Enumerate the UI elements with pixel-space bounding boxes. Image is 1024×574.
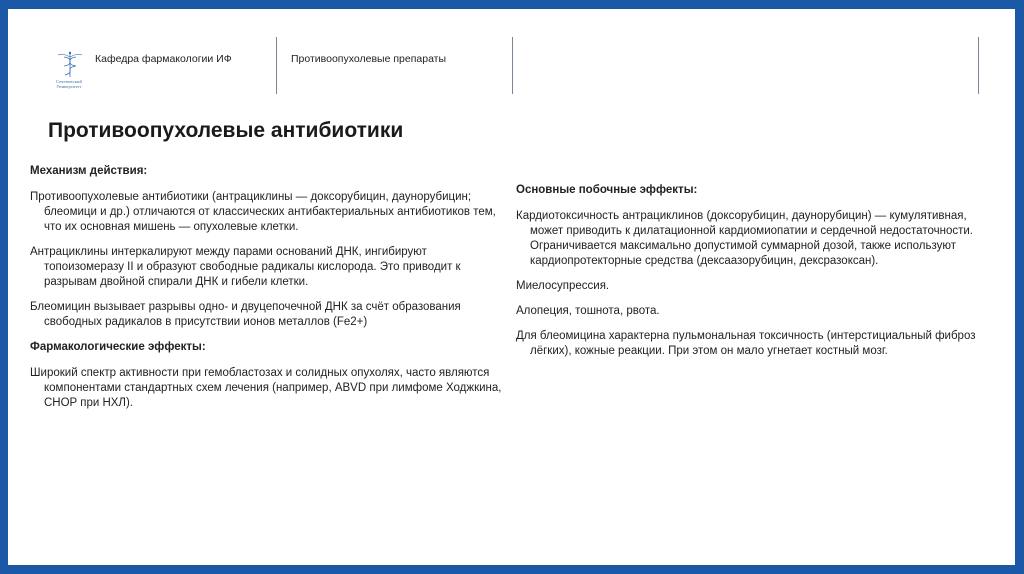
slide-frame	[8, 9, 1015, 565]
right-column	[516, 183, 976, 369]
mechanism-paragraph: Противоопухолевые антибиотики (антрациклины — доксорубицин, даунорубицин; блеомици и др.) отличаются от классических антибактериальных антибиотиков тем, что их основная мишень — опухолевые клетки.	[30, 191, 496, 233]
topic-label: Противоопухолевые препараты	[291, 53, 447, 65]
slide-title: Противоопухолевые антибиотики	[48, 119, 404, 142]
side-effect-paragraph: Кардиотоксичность антрациклинов (доксорубицин, даунорубицин) — кумулятивная, может приводить к дилатационной кардиомиопатии и сердечной недостаточности. Ограничивается максимально допустимой суммарной дозой, также используют кардиопротекторные средства (дексаазорубицин, дексразоксан).	[516, 210, 973, 267]
mechanism-paragraph: Блеомицин вызывает разрывы одно- и двуцепочечной ДНК за счёт образования свободных радикалов в присутствии ионов металлов (Fe2+)	[30, 301, 461, 328]
logo-caption	[44, 79, 94, 89]
effects-paragraph: Широкий спектр активности при гемобластозах и солидных опухолях, часто являются компонентами стандартных схем лечения (например, ABVD при лимфоме Ходжкина, CHOP при НХЛ).	[30, 367, 502, 409]
side-effects-heading: Основные побочные эффекты:	[516, 184, 698, 196]
mechanism-paragraph: Антрациклины интеркалируют между парами оснований ДНК, ингибируют топоизомеразу II и образуют свободные радикалы кислорода. Это приводит к разрывам двойной спирали ДНК и гибели клетки.	[30, 246, 461, 288]
logo-caption-line1: Сеченовский	[55, 79, 83, 84]
left-column	[30, 164, 508, 421]
logo-caption-line2: Университет	[56, 84, 82, 89]
effects-heading: Фармакологические эффекты:	[30, 341, 206, 353]
mechanism-heading: Механизм действия:	[30, 165, 148, 177]
header-divider	[978, 37, 979, 94]
header-divider	[512, 37, 513, 94]
header-divider	[276, 37, 277, 94]
side-effect-paragraph: Для блеомицина характерна пульмональная токсичность (интерстициальный фиброз лёгких), кожные реакции. При этом он мало угнетает костный мозг.	[516, 330, 976, 357]
side-effect-paragraph: Миелосупрессия.	[516, 280, 610, 292]
side-effect-paragraph: Алопеция, тошнота, рвота.	[516, 305, 660, 317]
department-label: Кафедра фармакологии ИФ	[95, 53, 232, 65]
